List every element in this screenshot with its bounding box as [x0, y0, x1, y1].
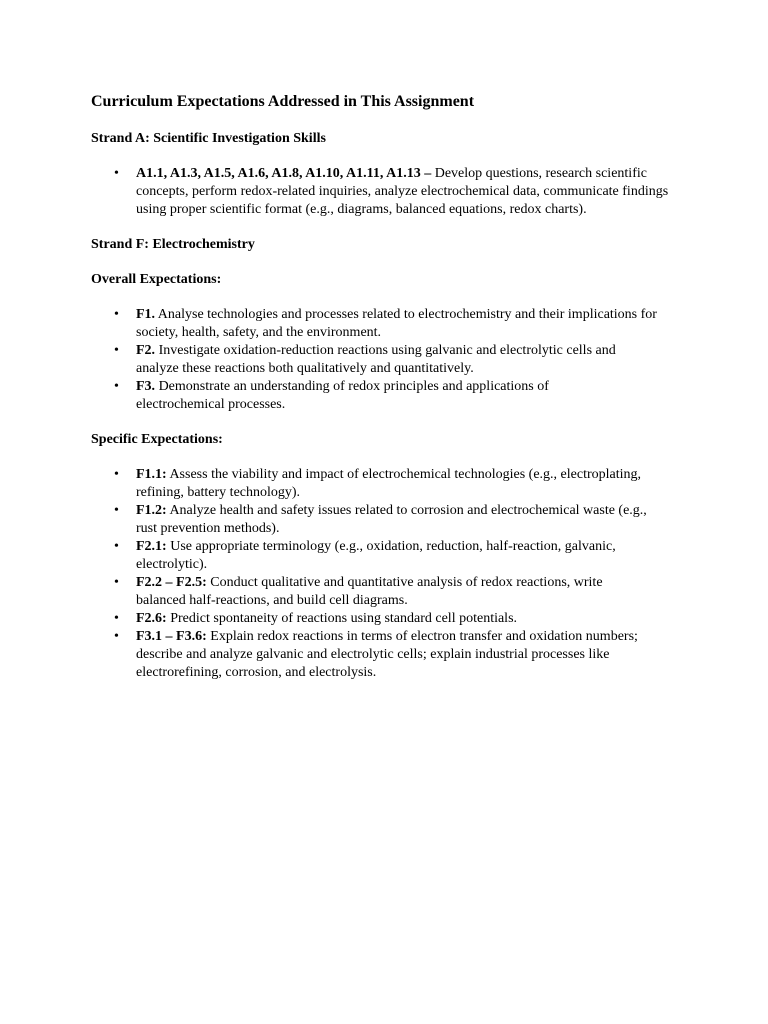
expectation-text: Analyze health and safety issues related to corrosion and electrochemical waste (e.g., rust prevention methods). — [136, 503, 647, 536]
document-title: Curriculum Expectations Addressed in This Assignment — [91, 93, 475, 110]
overall-expectations-list — [91, 306, 691, 414]
expectation-code: F2. — [136, 343, 156, 358]
list-item — [91, 502, 651, 538]
list-item — [91, 574, 646, 610]
list-item — [91, 610, 681, 628]
expectation-code: F2.1: — [136, 539, 167, 554]
expectation-text: Explain redox reactions in terms of electron transfer and oxidation numbers; describe and analyze galvanic and electrolytic cells; explain industrial processes like electrorefining, corrosion, and electrolysis. — [136, 629, 638, 680]
expectation-text: Use appropriate terminology (e.g., oxidation, reduction, half-reaction, galvanic, electrolytic). — [136, 539, 616, 572]
list-item — [91, 628, 686, 682]
expectation-text: Investigate oxidation-reduction reactions using galvanic and electrolytic cells and analyze these reactions both qualitatively and quantitatively. — [136, 343, 616, 376]
strand-a-list — [91, 165, 691, 219]
overall-expectations-heading: Overall Expectations: — [91, 272, 222, 287]
list-item — [91, 342, 661, 378]
strand-f-heading: Strand F: Electrochemistry — [91, 237, 255, 252]
list-item — [91, 538, 661, 574]
expectation-code: F1. — [136, 307, 156, 322]
expectation-text: Conduct qualitative and quantitative analysis of redox reactions, write balanced half-reactions, and build cell diagrams. — [136, 575, 603, 608]
document-page — [91, 92, 691, 699]
expectation-code: F1.2: — [136, 503, 167, 518]
expectation-code: F3. — [136, 379, 156, 394]
expectation-text: Develop questions, research scientific concepts, perform redox-related inquiries, analyze electrochemical data, communicate findings using proper scientific format (e.g., diagrams, balanced equations, redox charts). — [136, 166, 669, 217]
expectation-text: Predict spontaneity of reactions using standard cell potentials. — [166, 611, 518, 626]
expectation-text: Assess the viability and impact of electrochemical technologies (e.g., electroplating, refining, battery technology). — [136, 467, 642, 500]
strand-a-heading: Strand A: Scientific Investigation Skills — [91, 131, 326, 146]
specific-expectations-heading: Specific Expectations: — [91, 432, 223, 447]
expectation-text: Demonstrate an understanding of redox principles and applications of electrochemical processes. — [136, 379, 549, 412]
expectation-code: F1.1: — [136, 467, 167, 482]
list-item — [91, 466, 646, 502]
expectation-code: F2.2 – F2.5: — [136, 575, 207, 590]
expectation-code: F3.1 – F3.6: — [136, 629, 207, 644]
specific-expectations-list — [91, 466, 691, 682]
expectation-text: Analyse technologies and processes related to electrochemistry and their implications for society, health, safety, and the environment. — [136, 307, 657, 340]
expectation-code: A1.1, A1.3, A1.5, A1.6, A1.8, A1.10, A1.11, A1.13 – — [136, 166, 432, 181]
list-item — [91, 378, 636, 414]
expectation-code: F2.6: — [136, 611, 167, 626]
list-item — [91, 165, 684, 219]
list-item — [91, 306, 681, 342]
